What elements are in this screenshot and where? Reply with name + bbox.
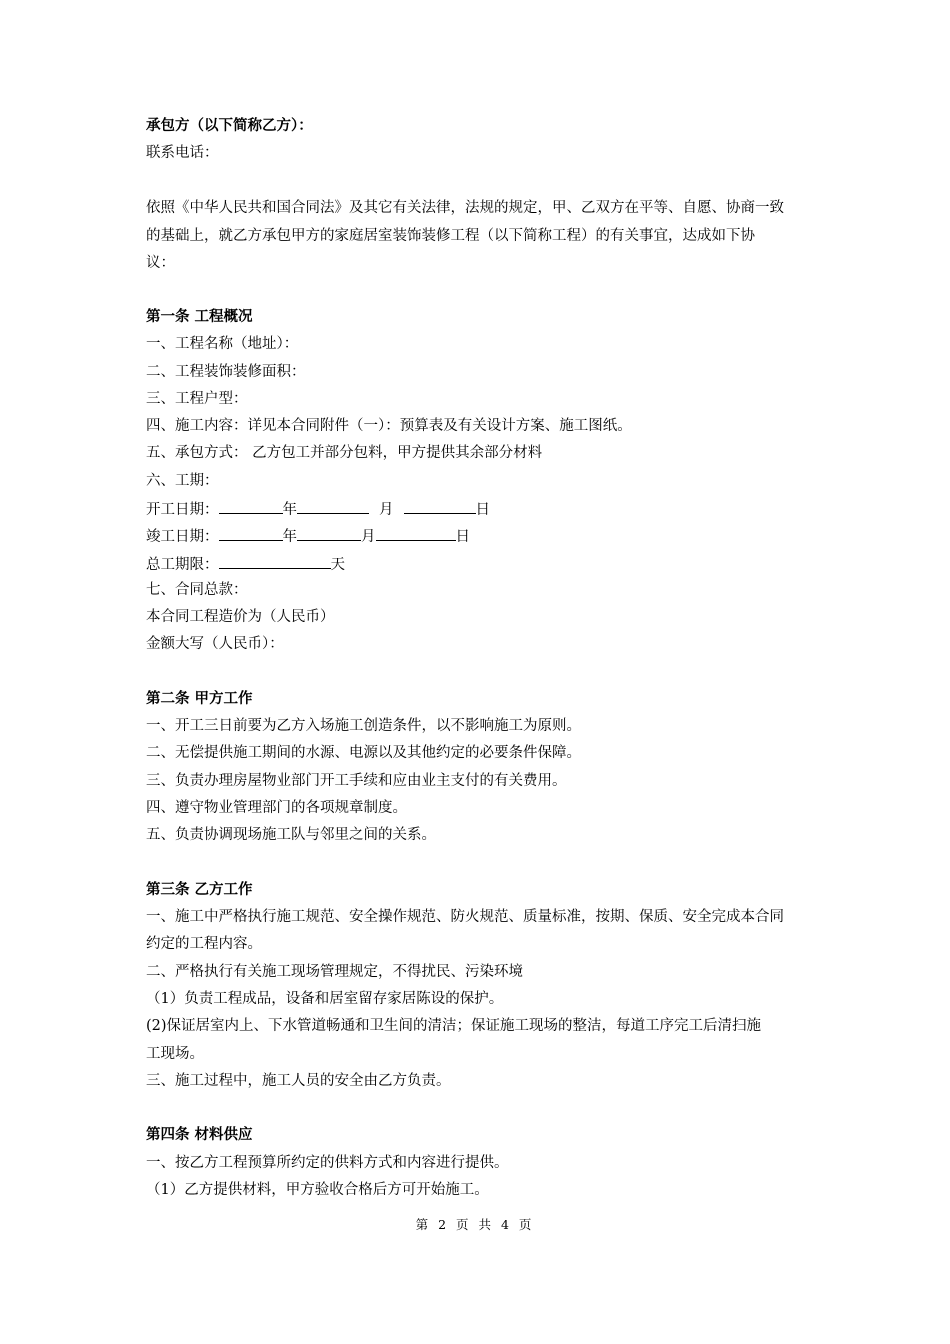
article4-title: 第四条 材料供应 (146, 1126, 253, 1143)
day-unit: 日 (455, 529, 470, 545)
article3-item: 一、施工中严格执行施工规范、安全操作规范、防火规范、质量标准，按期、保质、安全完成本合同 (146, 909, 784, 925)
article3-item: 约定的工程内容。 (146, 936, 262, 952)
article2-item: 一、开工三日前要为乙方入场施工创造条件，以不影响施工为原则。 (146, 718, 581, 734)
article3-item: 二、严格执行有关施工现场管理规定，不得扰民、污染环境 (146, 964, 523, 980)
preamble-line: 议： (146, 255, 175, 271)
party-b-phone: 联系电话： (146, 145, 219, 161)
article3-item: 三、施工过程中，施工人员的安全由乙方负责。 (146, 1073, 451, 1089)
preamble-line: 依照《中华人民共和国合同法》及其它有关法律，法规的规定，甲、乙双方在平等、自愿、协商一致 (146, 200, 784, 216)
end-year-blank (219, 525, 283, 541)
article2-item: 二、无偿提供施工期间的水源、电源以及其他约定的必要条件保障。 (146, 745, 581, 761)
contract-amount: 金额大写（人民币）： (146, 636, 284, 652)
preamble-line: 的基础上，就乙方承包甲方的家庭居室装饰装修工程（以下简称工程）的有关事宜，达成如下协 (146, 228, 755, 244)
start-year-blank (219, 498, 283, 514)
article1-item: 三、工程户型： (146, 391, 248, 407)
end-date-line (146, 525, 470, 547)
days-unit: 天 (330, 557, 345, 573)
day-unit: 日 (475, 502, 490, 518)
start-day-blank (404, 498, 476, 514)
start-date-line (146, 498, 490, 520)
month-unit: 月 (379, 502, 394, 518)
article3-title: 第三条 乙方工作 (146, 881, 253, 898)
page-footer: 第 2 页 共 4 页 (415, 1217, 535, 1232)
end-date-label: 竣工日期： (146, 529, 219, 545)
end-day-blank (376, 525, 456, 541)
year-unit: 年 (282, 502, 297, 518)
article1-item: 五、承包方式： 乙方包工并部分包料，甲方提供其余部分材料 (146, 445, 543, 461)
article2-item: 五、负责协调现场施工队与邻里之间的关系。 (146, 827, 436, 843)
article3-item: (2)保证居室内上、下水管道畅通和卫生间的清洁；保证施工现场的整洁，每道工序完工后清扫施 (146, 1018, 762, 1034)
article4-item: 一、按乙方工程预算所约定的供料方式和内容进行提供。 (146, 1155, 509, 1171)
article1-item: 六、工期： (146, 473, 219, 489)
article2-item: 四、遵守物业管理部门的各项规章制度。 (146, 800, 407, 816)
article4-item: （1）乙方提供材料，甲方验收合格后方可开始施工。 (146, 1182, 489, 1198)
article2-item: 三、负责办理房屋物业部门开工手续和应由业主支付的有关费用。 (146, 773, 567, 789)
total-period-label: 总工期限： (146, 557, 219, 573)
start-month-blank (297, 498, 369, 514)
end-month-blank (297, 525, 361, 541)
article2-title: 第二条 甲方工作 (146, 690, 253, 707)
article1-item7: 七、合同总款： (146, 582, 248, 598)
start-date-label: 开工日期： (146, 502, 219, 518)
article1-item: 二、工程装饰装修面积： (146, 364, 306, 380)
year-unit: 年 (282, 529, 297, 545)
contract-price: 本合同工程造价为（人民币） (146, 609, 335, 625)
article1-item: 四、施工内容：详见本合同附件（一）：预算表及有关设计方案、施工图纸。 (146, 418, 632, 434)
total-days-blank (219, 553, 331, 569)
article3-item: （1）负责工程成品，设备和居室留存家居陈设的保护。 (146, 991, 504, 1007)
article1-item: 一、工程名称（地址）： (146, 336, 299, 352)
total-period-line (146, 553, 345, 575)
article3-item: 工现场。 (146, 1046, 204, 1062)
article1-title: 第一条 工程概况 (146, 308, 253, 325)
party-b-label: 承包方（以下简称乙方）： (146, 117, 313, 134)
month-unit: 月 (361, 529, 376, 545)
